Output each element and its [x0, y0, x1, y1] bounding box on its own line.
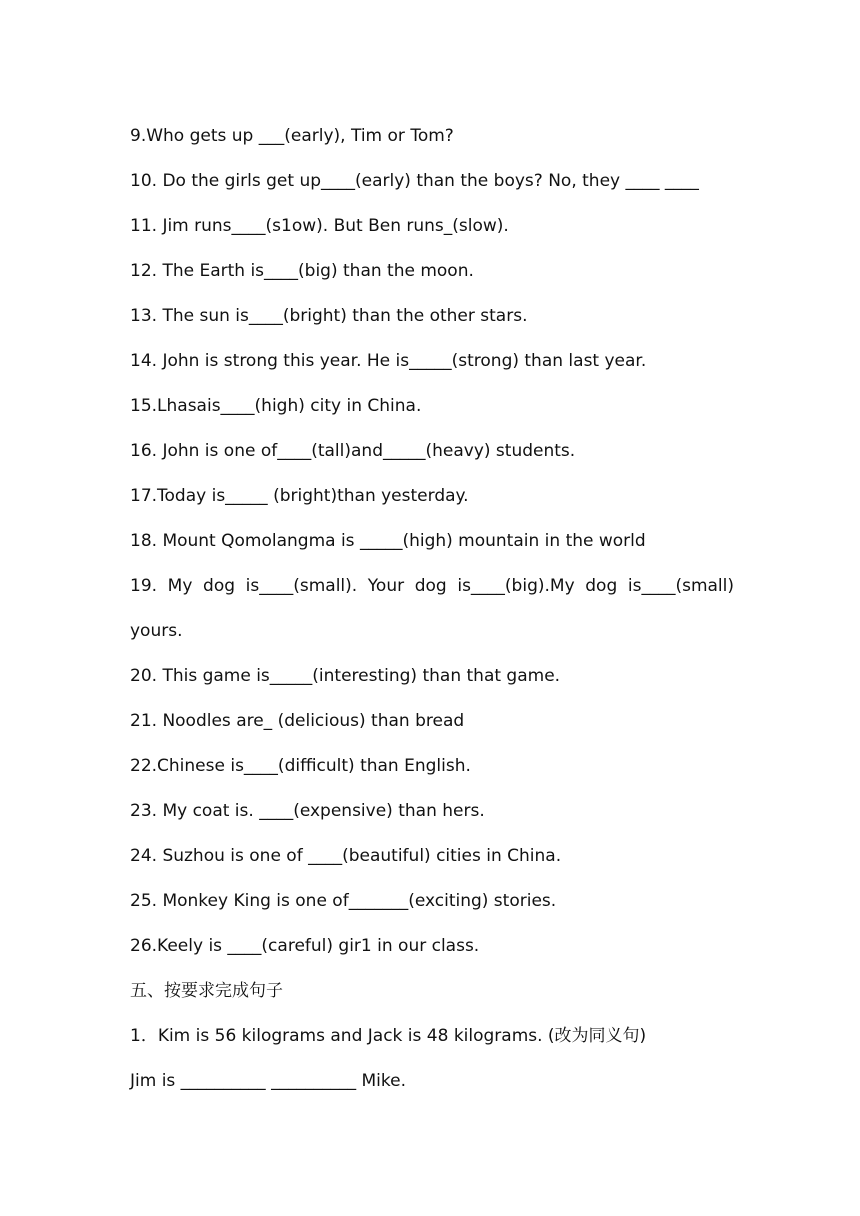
- exercise-content: [130, 114, 734, 1104]
- question-17: 17.Today is_____ (bright)than yesterday.: [130, 486, 469, 506]
- section-five-item-1: 1．Kim is 56 kilograms and Jack is 48 kilograms. (改为同义句): [130, 1026, 647, 1046]
- question-26: 26.Keely is ____(careful) gir1 in our class.: [130, 936, 480, 956]
- question-20: 20. This game is_____(interesting) than that game.: [130, 666, 561, 686]
- question-11: 11. Jim runs____(s1ow). But Ben runs_(slow).: [130, 216, 509, 236]
- question-10: 10. Do the girls get up____(early) than the boys? No, they ____ ____: [130, 171, 699, 191]
- question-16: 16. John is one of____(tall)and_____(heavy) students.: [130, 441, 576, 461]
- question-23: 23. My coat is. ____(expensive) than hers.: [130, 801, 485, 821]
- question-12: 12. The Earth is____(big) than the moon.: [130, 261, 474, 281]
- question-15: 15.Lhasais____(high) city in China.: [130, 396, 422, 416]
- question-19-continued: yours.: [130, 621, 183, 641]
- question-24: 24. Suzhou is one of ____(beautiful) cities in China.: [130, 846, 562, 866]
- question-18: 18. Mount Qomolangma is _____(high) mountain in the world: [130, 531, 646, 551]
- section-five-heading: 五、按要求完成句子: [130, 981, 283, 1001]
- question-21: 21. Noodles are_ (delicious) than bread: [130, 711, 465, 731]
- question-13: 13. The sun is____(bright) than the other stars.: [130, 306, 528, 326]
- question-9: 9.Who gets up ___(early), Tim or Tom?: [130, 126, 454, 146]
- question-14: 14. John is strong this year. He is_____(strong) than last year.: [130, 351, 647, 371]
- section-five-item-1-answer: Jim is __________ __________ Mike.: [130, 1071, 406, 1091]
- question-25: 25. Monkey King is one of_______(exciting) stories.: [130, 891, 557, 911]
- question-22: 22.Chinese is____(difficult) than English.: [130, 756, 471, 776]
- question-19: 19. My dog is____(small). Your dog is____(big).My dog is____(small): [130, 576, 734, 596]
